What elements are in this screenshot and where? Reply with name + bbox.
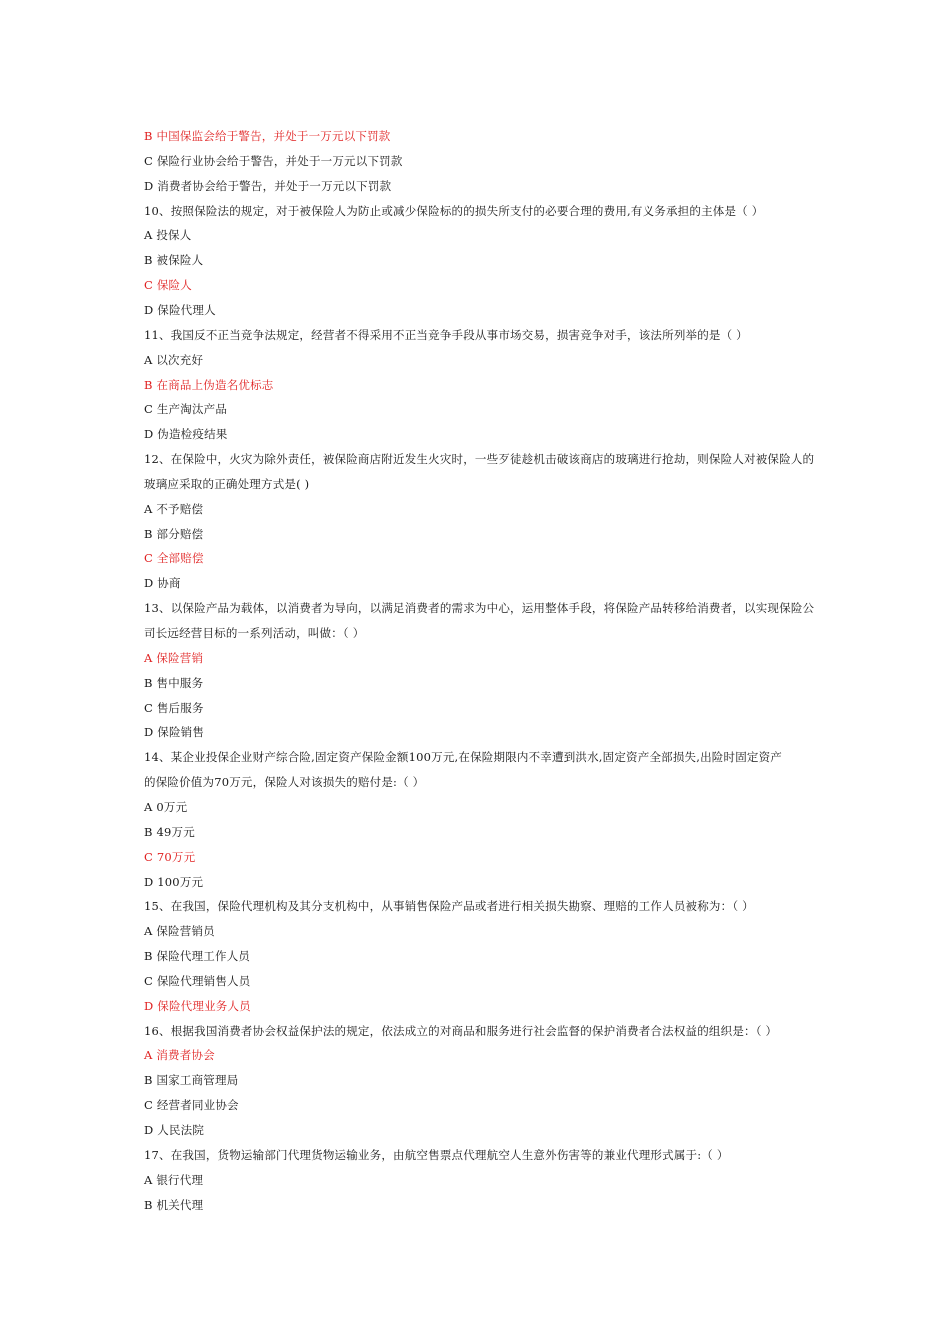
text-line: C 经营者同业协会 — [144, 1098, 239, 1112]
text-line: 10、按照保险法的规定，对于被保险人为防止或减少保险标的的损失所支付的必要合理的费用,有义务承担的主体是（ ） — [144, 204, 764, 218]
text-line: B 部分赔偿 — [144, 527, 204, 541]
text-line: 11、我国反不正当竞争法规定，经营者不得采用不正当竞争手段从事市场交易，损害竞争对手，该法所列举的是（ ） — [144, 328, 748, 342]
correct-answer-line: B 在商品上伪造名优标志 — [144, 378, 274, 392]
text-line: D 人民法院 — [144, 1123, 205, 1137]
text-line: B 被保险人 — [144, 253, 204, 267]
text-line: 玻璃应采取的正确处理方式是( ) — [144, 477, 310, 491]
text-line: C 保险代理销售人员 — [144, 974, 251, 988]
text-line: 的保险价值为70万元，保险人对该损失的赔付是:（ ） — [144, 775, 425, 789]
text-line: 12、在保险中，火灾为除外责任，被保险商店附近发生火灾时，一些歹徒趁机击破该商店的玻璃进行抢劫，则保险人对被保险人的 — [144, 452, 815, 466]
text-line: A 0万元 — [144, 800, 188, 814]
text-line: A 不予赔偿 — [144, 502, 204, 516]
text-line: B 售中服务 — [144, 676, 204, 690]
correct-answer-line: C 全部赔偿 — [144, 551, 204, 565]
text-line: 司长远经营目标的一系列活动，叫做：（ ） — [144, 626, 365, 640]
text-line: D 伪造检疫结果 — [144, 427, 228, 441]
text-line: 16、根据我国消费者协会权益保护法的规定，依法成立的对商品和服务进行社会监督的保护消费者合法权益的组织是：（ ） — [144, 1024, 778, 1038]
correct-answer-line: C 保险人 — [144, 278, 192, 292]
text-line: A 投保人 — [144, 228, 192, 242]
text-line: 14、某企业投保企业财产综合险,固定资产保险金额100万元,在保险期限内不幸遭到洪水,固定资产全部损失,出险时固定资产 — [144, 750, 782, 764]
correct-answer-line: A 消费者协会 — [144, 1048, 215, 1062]
correct-answer-line: B 中国保监会给于警告，并处于一万元以下罚款 — [144, 129, 391, 143]
text-line: D 保险代理人 — [144, 303, 216, 317]
text-line: D 消费者协会给于警告，并处于一万元以下罚款 — [144, 179, 392, 193]
text-line: D 协商 — [144, 576, 181, 590]
correct-answer-line: D 保险代理业务人员 — [144, 999, 251, 1013]
text-line: 13、以保险产品为载体，以消费者为导向，以满足消费者的需求为中心，运用整体手段，将保险产品转移给消费者，以实现保险公 — [144, 601, 815, 615]
text-line: B 国家工商管理局 — [144, 1073, 239, 1087]
text-line: A 银行代理 — [144, 1173, 204, 1187]
text-line: 15、在我国，保险代理机构及其分支机构中，从事销售保险产品或者进行相关损失勘察、理赔的工作人员被称为：（ ） — [144, 899, 754, 913]
correct-answer-line: A 保险营销 — [144, 651, 204, 665]
text-line: C 保险行业协会给于警告，并处于一万元以下罚款 — [144, 154, 403, 168]
text-line: C 售后服务 — [144, 701, 204, 715]
text-line: D 100万元 — [144, 875, 204, 889]
text-line: B 机关代理 — [144, 1198, 204, 1212]
correct-answer-line: C 70万元 — [144, 850, 196, 864]
text-line: B 保险代理工作人员 — [144, 949, 251, 963]
text-line: A 保险营销员 — [144, 924, 215, 938]
text-line: 17、在我国，货物运输部门代理货物运输业务，由航空售票点代理航空人生意外伤害等的兼业代理形式属于:（ ） — [144, 1148, 729, 1162]
text-line: C 生产淘汰产品 — [144, 402, 228, 416]
text-line: D 保险销售 — [144, 725, 205, 739]
text-line: A 以次充好 — [144, 353, 204, 367]
text-line: B 49万元 — [144, 825, 195, 839]
